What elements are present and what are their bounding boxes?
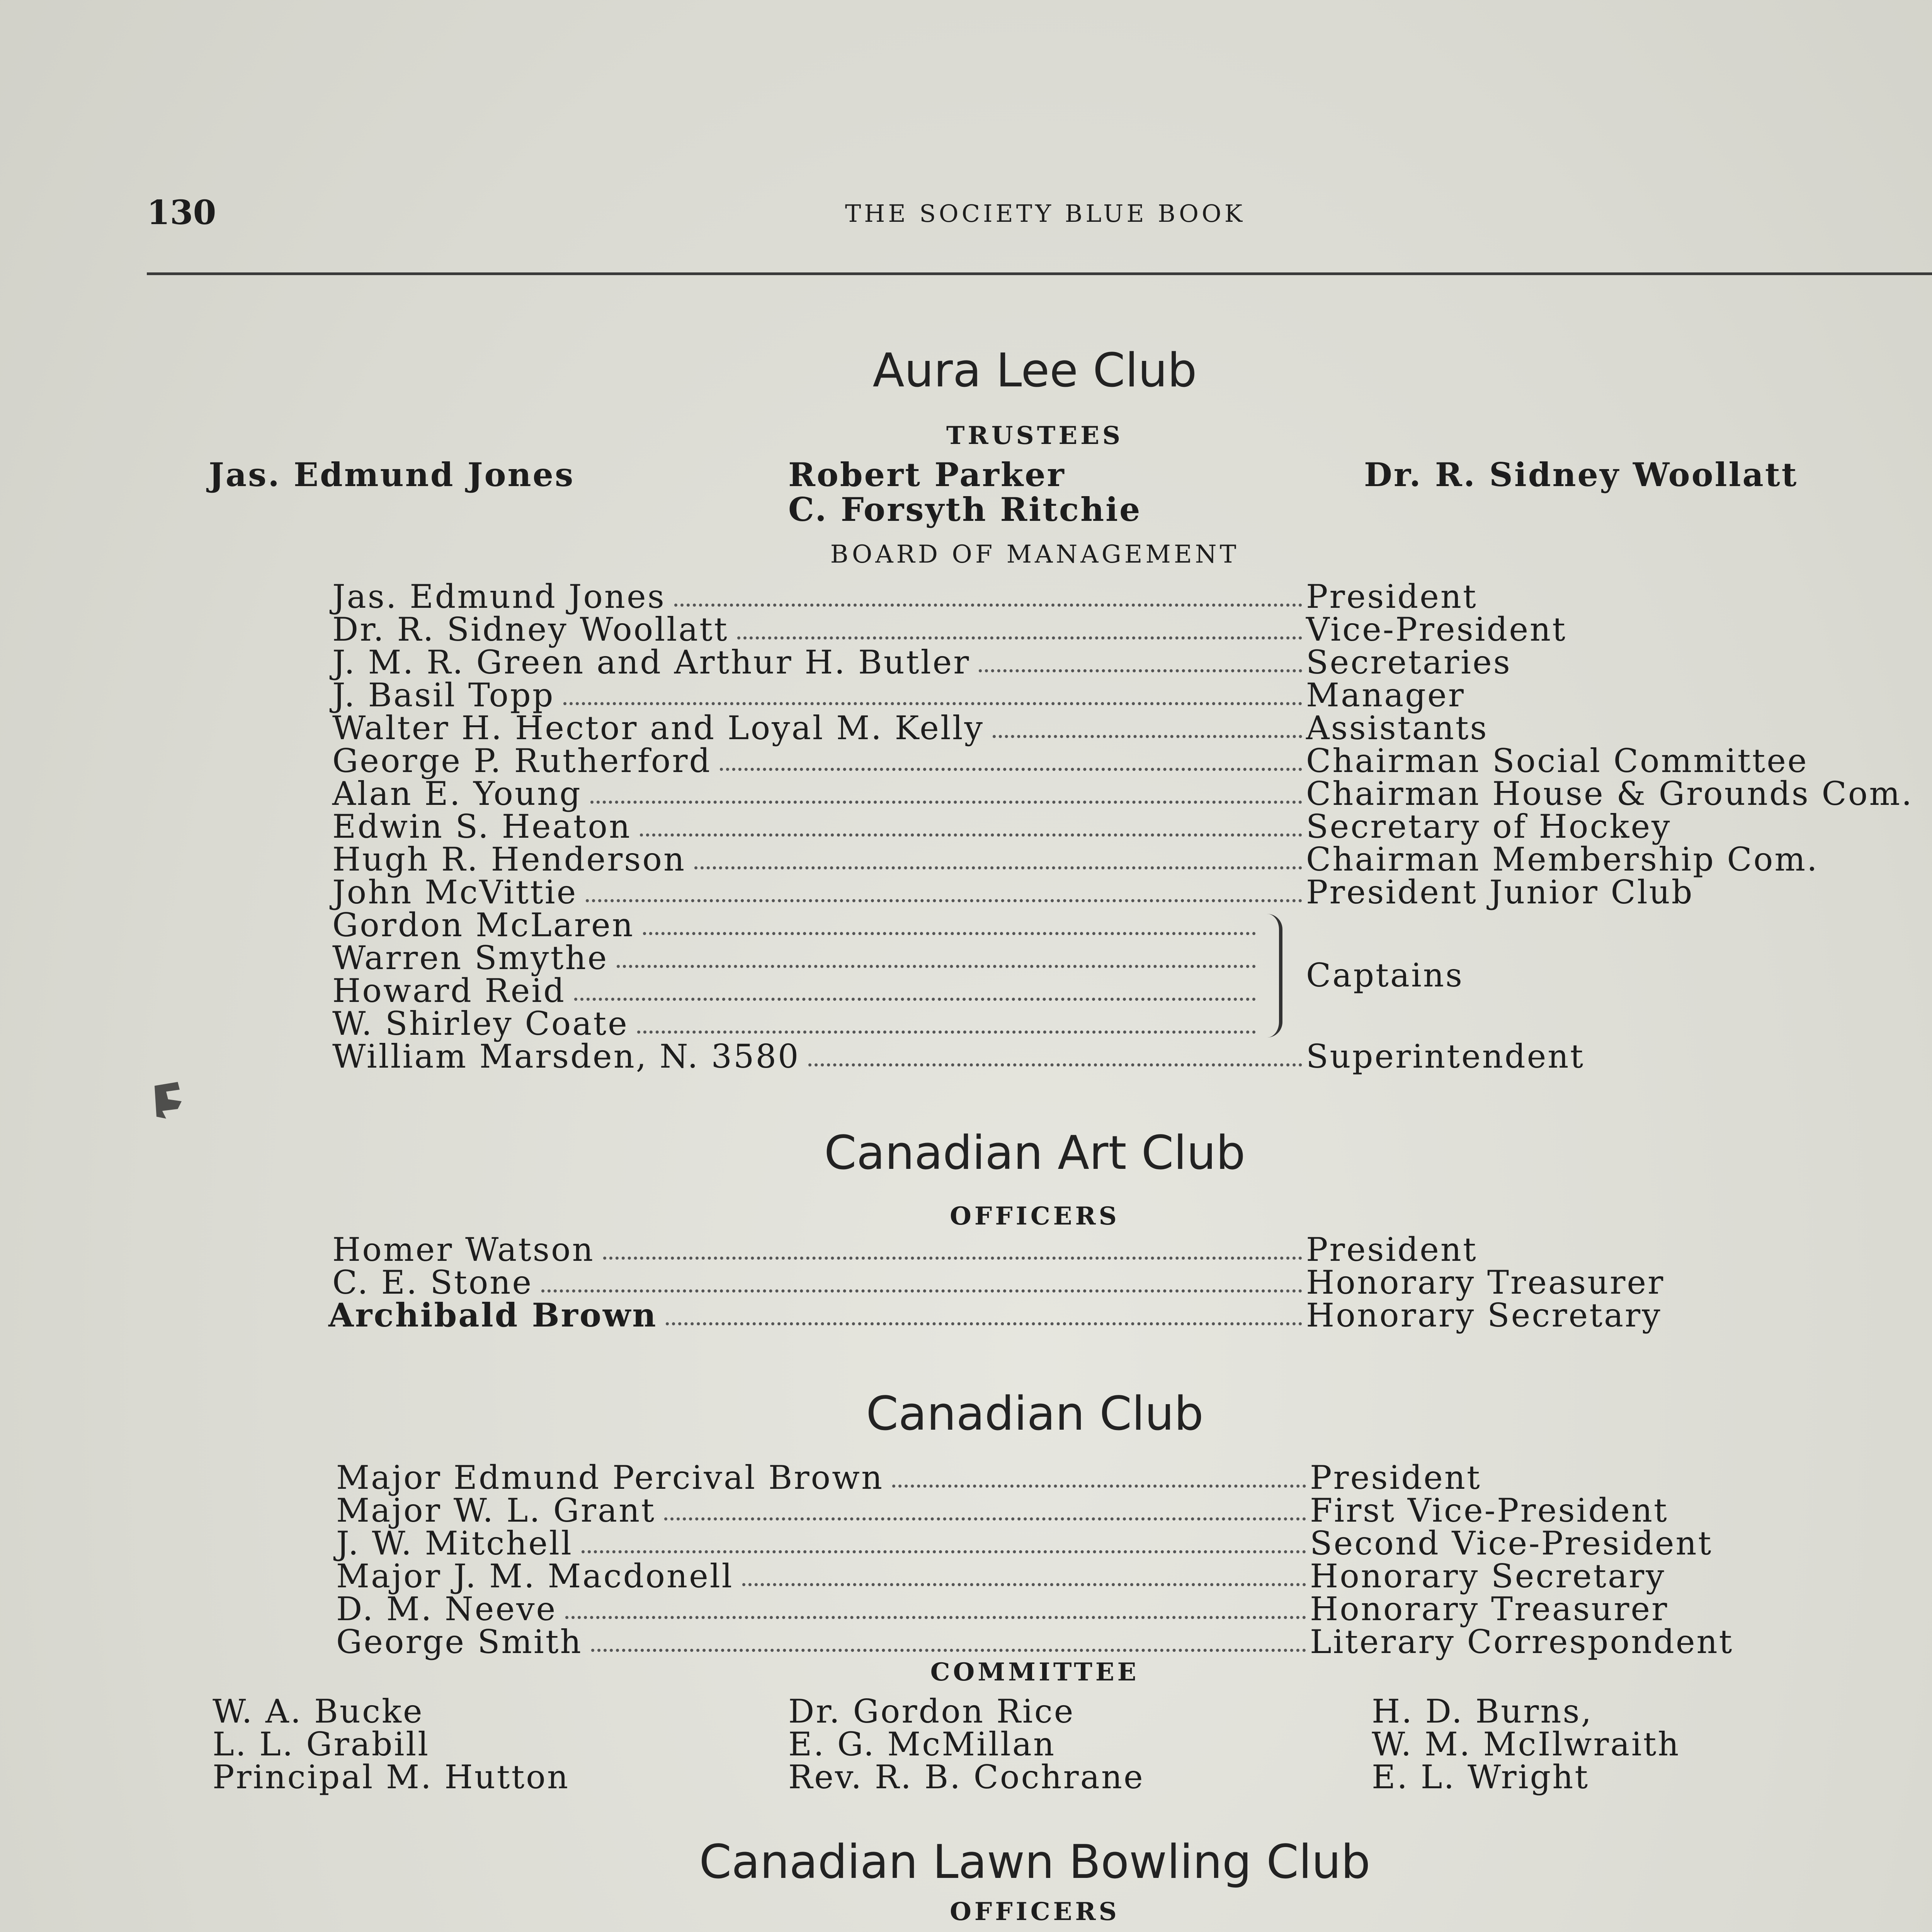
trustee-name: Jas. Edmund Jones — [209, 456, 575, 494]
leader-dots — [674, 604, 1302, 607]
officer-name: D. M. Neeve — [336, 1590, 557, 1628]
club-title-canadian-club: Canadian Club — [866, 1387, 1204, 1441]
subhead-committee: COMMITTEE — [930, 1658, 1139, 1687]
trustee-name: Robert Parker — [788, 456, 1066, 494]
club-title-canadian-art: Canadian Art Club — [824, 1126, 1246, 1180]
officer-row — [332, 1265, 1306, 1299]
committee-member: E. L. Wright — [1372, 1758, 1590, 1796]
leader-dots — [640, 833, 1302, 837]
captain-row — [332, 908, 1260, 942]
officer-row — [336, 1592, 1310, 1626]
officer-name: George P. Rutherford — [332, 742, 712, 780]
leader-dots — [637, 1031, 1256, 1034]
subhead-board: BOARD OF MANAGEMENT — [830, 540, 1240, 569]
officer-role: First Vice-President — [1310, 1492, 1668, 1529]
committee-member: Rev. R. B. Cochrane — [788, 1758, 1145, 1796]
officer-row — [332, 875, 1306, 909]
officer-role: President Junior Club — [1306, 873, 1694, 911]
subhead-officers: OFFICERS — [950, 1202, 1120, 1231]
leader-dots — [586, 899, 1302, 902]
officer-row — [336, 1526, 1310, 1560]
officer-role: Chairman Social Committee — [1306, 742, 1808, 780]
leader-dots — [574, 998, 1256, 1001]
captain-name: Gordon McLaren — [332, 906, 634, 944]
officer-name: J. W. Mitchell — [336, 1524, 573, 1562]
officer-role: Honorary Treasurer — [1310, 1590, 1669, 1628]
officer-name: William Marsden, N. 3580 — [332, 1037, 800, 1075]
officer-name: J. Basil Topp — [332, 676, 555, 714]
subhead-officers: OFFICERS — [950, 1897, 1120, 1926]
leader-dots — [590, 801, 1302, 804]
officer-row — [336, 1461, 1310, 1495]
officer-name: Major Edmund Percival Brown — [336, 1459, 884, 1497]
officer-name: C. E. Stone — [332, 1264, 533, 1301]
captain-name: Warren Smythe — [332, 939, 609, 977]
leader-dots — [666, 1322, 1302, 1325]
trustee-name: C. Forsyth Ritchie — [788, 490, 1142, 529]
officer-role: Literary Correspondent — [1310, 1623, 1734, 1661]
page-header — [147, 193, 1932, 240]
officer-name: George Smith — [336, 1623, 583, 1661]
officer-row — [336, 1625, 1310, 1659]
officer-name: Archibald Brown — [328, 1296, 658, 1334]
page-number: 130 — [147, 193, 216, 232]
header-rule — [147, 272, 1932, 275]
officer-name: Dr. R. Sidney Woollatt — [332, 611, 729, 648]
trustee-name: Dr. R. Sidney Woollatt — [1364, 456, 1798, 494]
officer-row — [332, 777, 1306, 811]
officer-role: Vice-President — [1306, 611, 1567, 648]
officer-role: Honorary Treasurer — [1306, 1264, 1665, 1301]
ink-blot-icon — [151, 1078, 197, 1124]
officer-role: Superintendent — [1306, 1037, 1585, 1075]
club-title-lawn-bowling: Canadian Lawn Bowling Club — [699, 1835, 1371, 1889]
officer-row — [328, 1298, 1306, 1332]
officer-role: President — [1306, 1231, 1478, 1269]
leader-dots — [541, 1289, 1302, 1293]
officer-row — [332, 678, 1306, 712]
officer-name: J. M. R. Green and Arthur H. Butler — [332, 643, 971, 681]
officer-row — [336, 1493, 1310, 1527]
committee-member: H. D. Burns, — [1372, 1692, 1593, 1730]
officer-row — [332, 1233, 1306, 1267]
officer-row — [332, 1039, 1306, 1073]
officer-role: Assistants — [1306, 709, 1488, 747]
officer-row — [332, 744, 1306, 778]
committee-member: E. G. McMillan — [788, 1725, 1056, 1763]
officer-name: Alan E. Young — [332, 775, 582, 813]
captain-row — [332, 941, 1260, 975]
committee-member: L. L. Grabill — [213, 1725, 430, 1763]
leader-dots — [643, 932, 1256, 935]
captain-name: Howard Reid — [332, 972, 566, 1010]
officer-role: Manager — [1306, 676, 1465, 714]
officer-role: Chairman Membership Com. — [1306, 840, 1819, 878]
officer-role: Second Vice-President — [1310, 1524, 1713, 1562]
officer-role: President — [1306, 578, 1478, 616]
group-brace — [1260, 914, 1282, 1037]
leader-dots — [664, 1517, 1306, 1520]
officer-row — [332, 810, 1306, 844]
officer-role: President — [1310, 1459, 1481, 1497]
leader-dots — [582, 1550, 1306, 1553]
officer-row — [332, 711, 1306, 745]
officer-name: John McVittie — [332, 873, 578, 911]
officer-row — [332, 645, 1306, 679]
officer-row — [332, 580, 1306, 614]
officer-role: Honorary Secretary — [1310, 1557, 1666, 1595]
running-head: THE SOCIETY BLUE BOOK — [845, 199, 1246, 228]
leader-dots — [892, 1485, 1306, 1488]
leader-dots — [565, 1616, 1306, 1619]
officer-name: Edwin S. Heaton — [332, 808, 632, 845]
captain-name: W. Shirley Coate — [332, 1005, 629, 1043]
officer-role: Secretary of Hockey — [1306, 808, 1672, 845]
group-role: Captains — [1306, 956, 1464, 994]
leader-dots — [591, 1649, 1306, 1652]
committee-member: W. M. McIlwraith — [1372, 1725, 1680, 1763]
leader-dots — [808, 1063, 1302, 1066]
leader-dots — [979, 669, 1302, 672]
officer-role: Honorary Secretary — [1306, 1296, 1662, 1334]
officer-row — [332, 612, 1306, 646]
officer-name: Major J. M. Macdonell — [336, 1557, 734, 1595]
leader-dots — [603, 1257, 1302, 1260]
leader-dots — [737, 636, 1302, 639]
officer-name: Homer Watson — [332, 1231, 595, 1269]
officer-role: Secretaries — [1306, 643, 1512, 681]
leader-dots — [563, 702, 1302, 705]
officer-name: Walter H. Hector and Loyal M. Kelly — [332, 709, 985, 747]
leader-dots — [993, 735, 1302, 738]
leader-dots — [694, 866, 1302, 869]
officer-name: Hugh R. Henderson — [332, 840, 686, 878]
captain-row — [332, 974, 1260, 1008]
leader-dots — [720, 768, 1302, 771]
leader-dots — [617, 965, 1256, 968]
officer-row — [332, 842, 1306, 876]
officer-name: Jas. Edmund Jones — [332, 578, 666, 616]
club-title-aura-lee: Aura Lee Club — [872, 344, 1197, 398]
captain-row — [332, 1007, 1260, 1041]
committee-member: W. A. Bucke — [213, 1692, 424, 1730]
officer-name: Major W. L. Grant — [336, 1492, 656, 1529]
officer-row — [336, 1559, 1310, 1593]
subhead-trustees: TRUSTEES — [946, 421, 1124, 450]
leader-dots — [742, 1583, 1306, 1586]
officer-role: Chairman House & Grounds Com. — [1306, 775, 1913, 813]
committee-member: Principal M. Hutton — [213, 1758, 570, 1796]
committee-member: Dr. Gordon Rice — [788, 1692, 1075, 1730]
